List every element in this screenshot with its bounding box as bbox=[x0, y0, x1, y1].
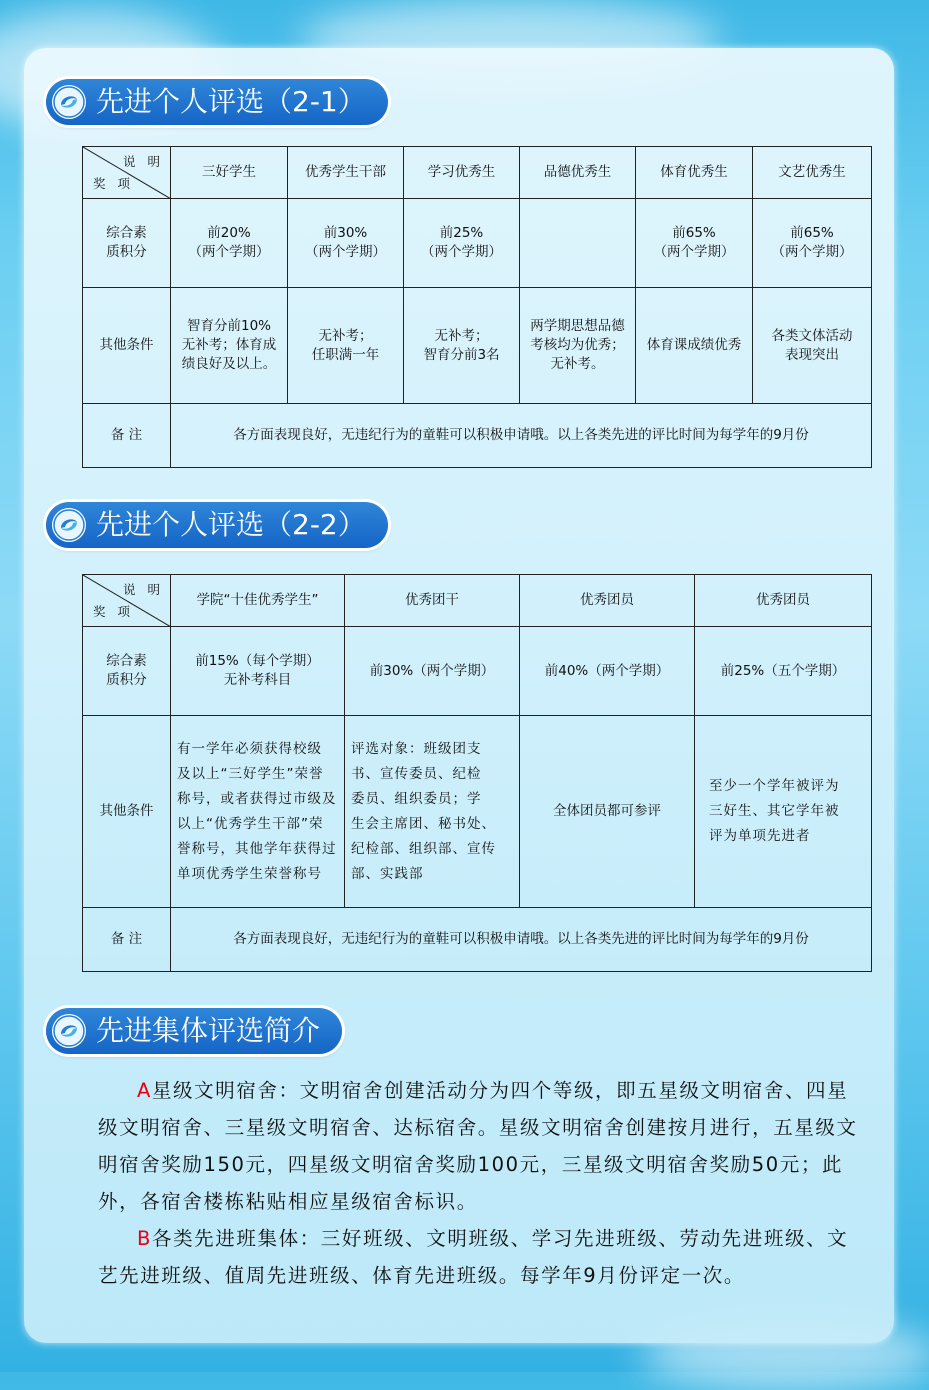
paragraph-text: 星级文明宿舍：文明宿舍创建活动分为四个等级，即五星级文明宿舍、四星级文明宿舍、三星级文明宿舍、达标宿舍。星级文明宿舍创建按月进行，五星级文明宿舍奖励150元，四星级文明宿舍奖励100元，三星级文明宿舍奖励50元；此外，各宿舍楼栋粘贴相应星级宿舍标识。 bbox=[98, 1079, 858, 1213]
table-cell: 前25%（五个学期） bbox=[695, 627, 872, 716]
header-explain-label: 说 明 bbox=[123, 582, 164, 597]
column-header: 三好学生 bbox=[171, 147, 288, 199]
column-header: 优秀团员 bbox=[695, 575, 872, 627]
table-cell: 无补考； 任职满一年 bbox=[288, 288, 404, 404]
row-label: 综合素 质积分 bbox=[83, 199, 171, 288]
table-note-row bbox=[83, 404, 872, 468]
section-title-text: 先进集体评选简介 bbox=[96, 1014, 321, 1047]
item-marker: A bbox=[137, 1079, 152, 1102]
table-individual-1 bbox=[82, 146, 872, 468]
table-cell: 前30% （两个学期） bbox=[288, 199, 404, 288]
table-row bbox=[83, 288, 872, 404]
item-marker: B bbox=[137, 1227, 152, 1250]
intro-paragraph-a bbox=[98, 1072, 868, 1220]
section-title-text: 先进个人评选（2-2） bbox=[96, 508, 366, 541]
header-award-label: 奖 项 bbox=[93, 604, 134, 619]
table-cell: 智育分前10% 无补考；体育成 绩良好及以上。 bbox=[171, 288, 288, 404]
table-cell: 两学期思想品德 考核均为优秀； 无补考。 bbox=[520, 288, 636, 404]
row-label: 其他条件 bbox=[83, 288, 171, 404]
row-label: 综合素 质积分 bbox=[83, 627, 171, 716]
table-cell: 至少一个学年被评为 三好生、其它学年被 评为单项先进者 bbox=[695, 716, 872, 908]
header-award-label: 奖 项 bbox=[93, 176, 134, 191]
note-text: 各方面表现良好，无违纪行为的童鞋可以积极申请哦。以上各类先进的评比时间为每学年的9月份 bbox=[171, 404, 872, 468]
column-header: 品德优秀生 bbox=[520, 147, 636, 199]
table-individual-2 bbox=[82, 574, 872, 972]
table-cell: 体育课成绩优秀 bbox=[636, 288, 753, 404]
note-label: 备 注 bbox=[83, 404, 171, 468]
column-header: 学院“十佳优秀学生” bbox=[171, 575, 345, 627]
table-cell: 各类文体活动 表现突出 bbox=[753, 288, 872, 404]
collective-intro bbox=[98, 1072, 868, 1294]
table-cell: 前25% （两个学期） bbox=[404, 199, 520, 288]
row-label: 其他条件 bbox=[83, 716, 171, 908]
note-label: 备 注 bbox=[83, 908, 171, 972]
diagonal-header-cell bbox=[83, 147, 171, 199]
table-cell: 前15%（每个学期） 无补考科目 bbox=[171, 627, 345, 716]
table-cell: 前20% （两个学期） bbox=[171, 199, 288, 288]
column-header: 优秀学生干部 bbox=[288, 147, 404, 199]
table-cell: 有一学年必须获得校级 及以上“三好学生”荣誉 称号，或者获得过市级及 以上“优秀学生干部”荣 誉称号，其他学年获得过 单项优秀学生荣誉称号 bbox=[171, 716, 345, 908]
logo-icon bbox=[52, 508, 86, 542]
column-header: 体育优秀生 bbox=[636, 147, 753, 199]
table-cell: 前65% （两个学期） bbox=[753, 199, 872, 288]
table-cell: 评选对象：班级团支 书、宣传委员、纪检 委员、组织委员；学 生会主席团、秘书处、 纪检部、组织部、宣传 部、实践部 bbox=[345, 716, 520, 908]
table-row bbox=[83, 199, 872, 288]
column-header: 优秀团员 bbox=[520, 575, 695, 627]
paragraph-text: 各类先进班集体：三好班级、文明班级、学习先进班级、劳动先进班级、文艺先进班级、值周先进班级、体育先进班级。每学年9月份评定一次。 bbox=[98, 1227, 849, 1287]
table-cell: 前40%（两个学期） bbox=[520, 627, 695, 716]
table-header-row bbox=[83, 147, 872, 199]
table-header-row bbox=[83, 575, 872, 627]
table-cell: 全体团员都可参评 bbox=[520, 716, 695, 908]
column-header: 优秀团干 bbox=[345, 575, 520, 627]
table-cell: 前65% （两个学期） bbox=[636, 199, 753, 288]
table-cell: 无补考； 智育分前3名 bbox=[404, 288, 520, 404]
column-header: 文艺优秀生 bbox=[753, 147, 872, 199]
section-title-collective bbox=[46, 1008, 342, 1054]
diagonal-header-cell bbox=[83, 575, 171, 627]
table-row bbox=[83, 716, 872, 908]
intro-paragraph-b bbox=[98, 1220, 868, 1294]
section-title-individual-1 bbox=[46, 79, 388, 125]
logo-icon bbox=[52, 85, 86, 119]
note-text: 各方面表现良好，无违纪行为的童鞋可以积极申请哦。以上各类先进的评比时间为每学年的9月份 bbox=[171, 908, 872, 972]
section-title-text: 先进个人评选（2-1） bbox=[96, 85, 366, 118]
table-row bbox=[83, 627, 872, 716]
table-cell bbox=[520, 199, 636, 288]
header-explain-label: 说 明 bbox=[123, 154, 164, 169]
column-header: 学习优秀生 bbox=[404, 147, 520, 199]
section-title-individual-2 bbox=[46, 502, 388, 548]
table-cell: 前30%（两个学期） bbox=[345, 627, 520, 716]
logo-icon bbox=[52, 1014, 86, 1048]
table-note-row bbox=[83, 908, 872, 972]
